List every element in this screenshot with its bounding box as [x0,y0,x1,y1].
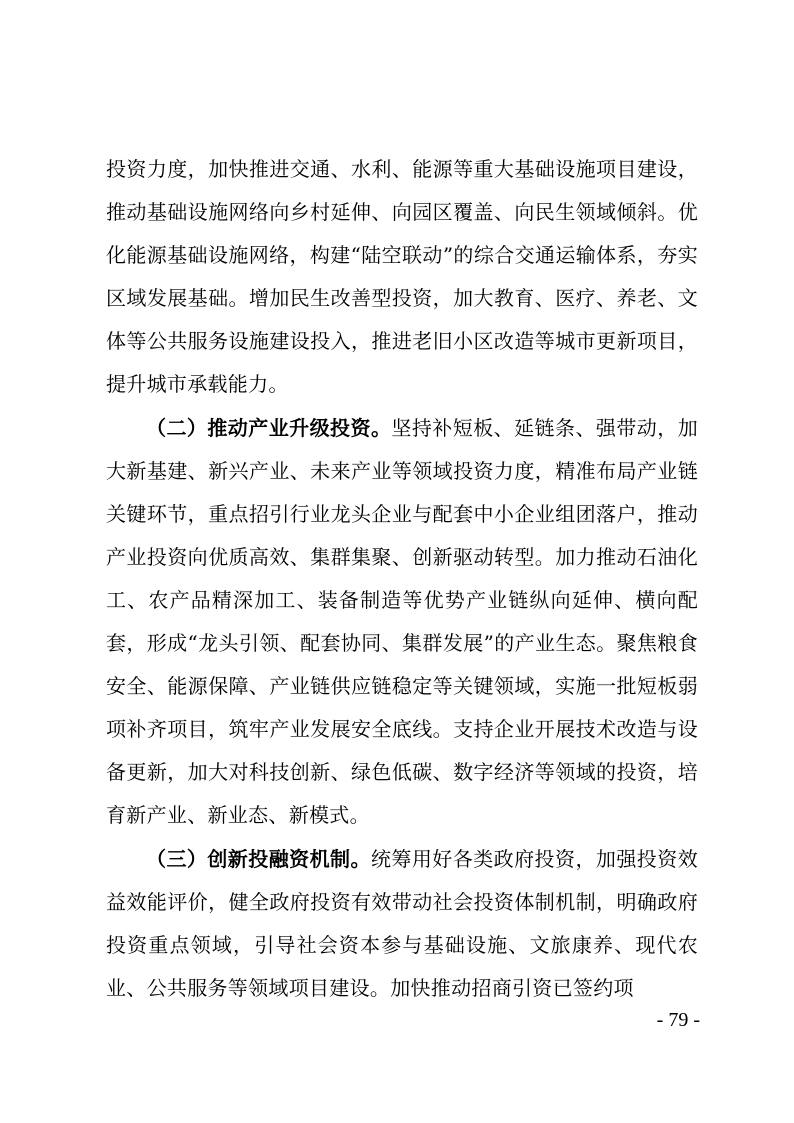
section-heading-3: （三）创新投融资机制。 [146,846,371,871]
paragraph-text: 投资力度，加快推进交通、水利、能源等重大基础设施项目建设，推动基础设施网络向乡村延伸、向园区覆盖、向民生领域倾斜。优化能源基础设施网络，构建“陆空联动”的综合交通运输体系，夯实区域发展基础。增加民生改善型投资，加大教育、医疗、养老、文体等公共服务设施建设投入，推进老旧小区改造等城市更新项目，提升城市承载能力。 [106,157,698,397]
paragraph-text: 坚持补短板、延链条、强带动，加大新基建、新兴产业、未来产业等领域投资力度，精准布局产业链关键环节，重点招引行业龙头企业与配套中小企业组团落户，推动产业投资向优质高效、集群集聚、创新驱动转型。加力推动石油化工、农产品精深加工、装备制造等优势产业链纵向延伸、横向配套，形成“龙头引领、配套协同、集群发展”的产业生态。聚焦粮食安全、能源保障、产业链供应链稳定等关键领域，实施一批短板弱项补齐项目，筑牢产业发展安全底线。支持企业开展技术改造与设备更新，加大对科技创新、绿色低碳、数字经济等领域的投资，培育新产业、新业态、新模式。 [106,415,699,828]
page-number: - 79 - [656,1009,700,1031]
section-heading-2: （二）推动产业升级投资。 [146,415,392,440]
paragraph-text: 统筹用好各类政府投资，加强投资效益效能评价，健全政府投资有效带动社会投资体制机制，明确政府投资重点领域，引导社会资本参与基础设施、文旅康养、现代农业、公共服务等领域项目建设。加快推动招商引资已签约项 [106,846,698,1000]
paragraph-financing-mechanism [106,838,698,1010]
document-body [106,148,698,1010]
paragraph-infrastructure-investment [106,148,698,407]
paragraph-industry-upgrade-investment [106,407,698,838]
